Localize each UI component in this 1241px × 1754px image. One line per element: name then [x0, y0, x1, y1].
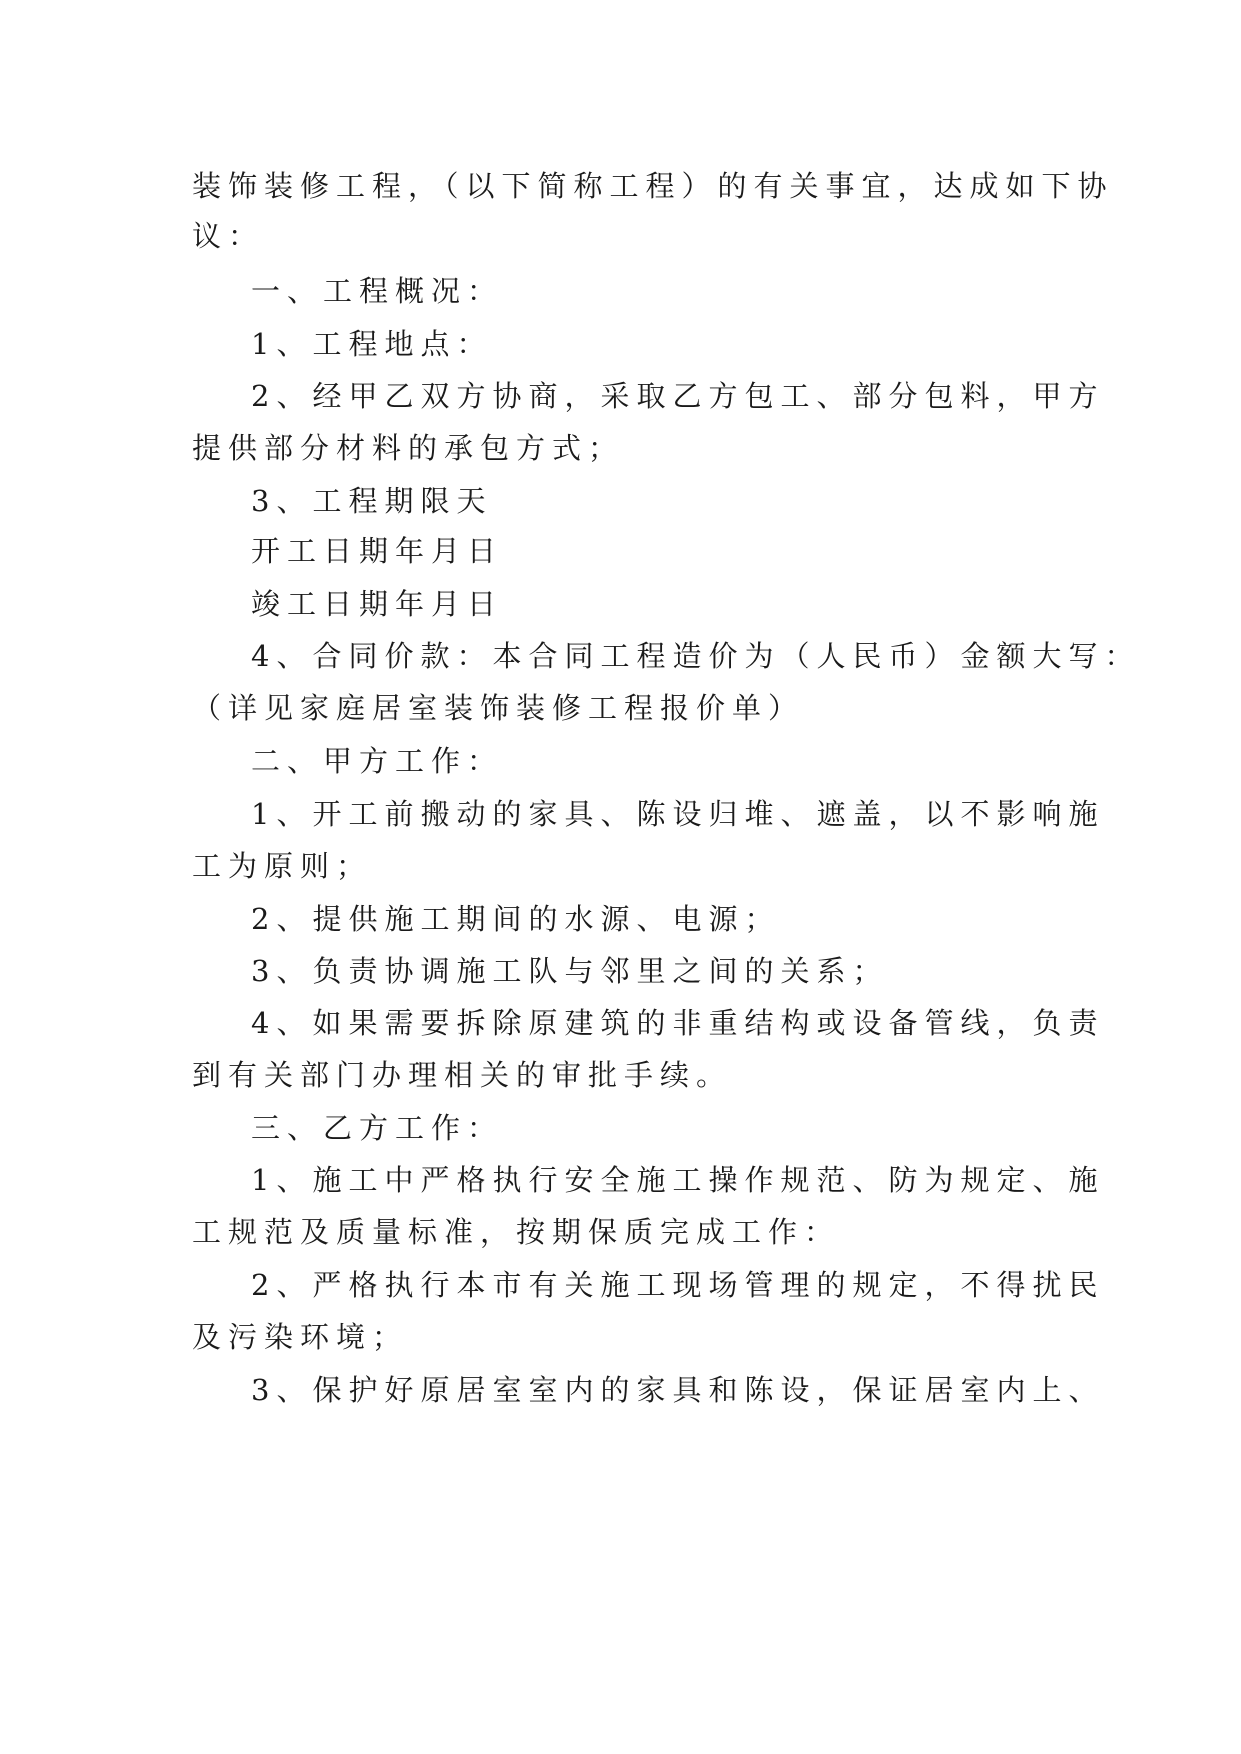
body-line: 及污染环境；: [192, 1320, 409, 1354]
body-line: 工为原则；: [192, 849, 373, 883]
body-line: 2、严格执行本市有关施工现场管理的规定，不得扰民: [251, 1268, 1105, 1302]
body-line: 工规范及质量标准，按期保质完成工作：: [192, 1215, 841, 1249]
body-line: 议：: [192, 219, 265, 253]
body-line: 竣工日期年月日: [251, 587, 504, 621]
body-line: 开工日期年月日: [251, 534, 504, 568]
body-line: 2、经甲乙双方协商，采取乙方包工、部分包料，甲方: [251, 379, 1105, 413]
section-heading: 二、甲方工作：: [251, 744, 504, 778]
body-line: 装饰装修工程，（以下简称工程）的有关事宜，达成如下协: [192, 169, 1114, 203]
body-line: 4、如果需要拆除原建筑的非重结构或设备管线，负责: [251, 1006, 1105, 1040]
body-line: 4、合同价款：本合同工程造价为（人民币）金额大写：: [251, 639, 1141, 673]
body-line: 3、保护好原居室室内的家具和陈设，保证居室内上、: [251, 1373, 1105, 1407]
section-heading: 三、乙方工作：: [251, 1111, 504, 1145]
body-line: 2、提供施工期间的水源、电源；: [251, 902, 781, 936]
body-line: 1、工程地点：: [251, 327, 493, 361]
body-line: 1、施工中严格执行安全施工操作规范、防为规定、施: [251, 1163, 1105, 1197]
body-line: 3、负责协调施工队与邻里之间的关系；: [251, 954, 889, 988]
body-line: 到有关部门办理相关的审批手续。: [192, 1058, 733, 1092]
body-line: 1、开工前搬动的家具、陈设归堆、遮盖，以不影响施: [251, 797, 1105, 831]
body-line: （详见家庭居室装饰装修工程报价单）: [192, 691, 805, 725]
body-line: 3、工程期限天: [251, 484, 493, 518]
section-heading: 一、工程概况：: [251, 274, 504, 308]
body-line: 提供部分材料的承包方式；: [192, 431, 625, 465]
